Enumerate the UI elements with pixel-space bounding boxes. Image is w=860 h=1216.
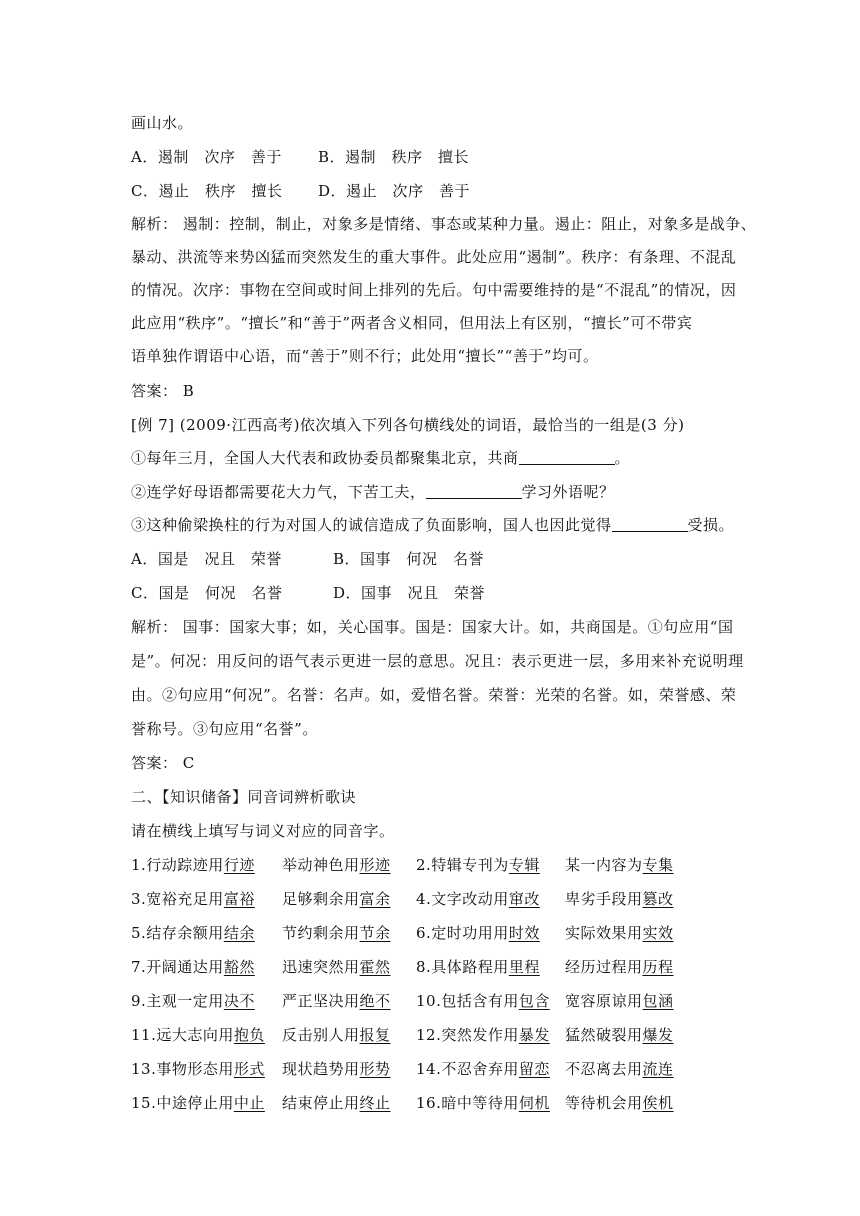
homophone-entry [565, 854, 674, 875]
analysis-line: 暴动、洪流等来势凶猛而突然发生的重大事件。此处应用“遏制”。秩序：有条理、不混乱 [131, 248, 737, 266]
homophone-entry [282, 1058, 391, 1079]
option-c: C．遏止 秩序 擅长 [131, 182, 283, 200]
analysis-line: 语单独作谓语中心语，而“善于”则不行；此处用“擅长”“善于”均可。 [131, 347, 599, 365]
homophone-answer: 霍然 [359, 958, 391, 976]
homophone-definition: 宽容原谅用 [565, 992, 643, 1010]
homophone-entry [282, 888, 391, 909]
homophone-entry [416, 990, 550, 1011]
homophone-answer: 豁然 [223, 958, 255, 976]
homophone-entry [282, 854, 391, 875]
homophone-answer: 形式 [233, 1060, 265, 1078]
homophone-definition: 11.远大志向用 [131, 1026, 234, 1044]
option-a: A．国是 况且 荣誉 [131, 550, 282, 568]
homophone-answer: 实效 [642, 924, 674, 942]
fill-blank [612, 517, 688, 532]
homophone-answer: 中止 [233, 1094, 265, 1112]
homophone-answer: 俟机 [642, 1094, 674, 1112]
homophone-definition: 4.文字改动用 [416, 890, 509, 908]
homophone-definition: 卑劣手段用 [565, 890, 643, 908]
homophone-definition: 5.结存余额用 [131, 924, 224, 942]
homophone-answer: 富余 [359, 890, 391, 908]
homophone-definition: 7.开阔通达用 [131, 958, 224, 976]
homophone-entry [416, 1058, 550, 1079]
homophone-definition: 13.事物形态用 [131, 1060, 234, 1078]
homophone-definition: 举动神色用 [282, 856, 360, 874]
analysis-line: 的情况。次序：事物在空间或时间上排列的先后。句中需要维持的是“不混乱”的情况，因 [131, 281, 737, 299]
homophone-definition: 8.具体路程用 [416, 958, 509, 976]
homophone-entry [131, 1024, 265, 1045]
homophone-answer: 报复 [359, 1026, 391, 1044]
homophone-entry [416, 922, 540, 943]
section-heading: 二、【知识储备】同音词辨析歌诀 [131, 788, 357, 806]
sentence-text: ③这种偷梁换柱的行为对国人的诚信造成了负面影响，国人也因此觉得 [131, 516, 612, 534]
sentence-text: ②连学好母语都需要花大力气，下苦工夫， [131, 483, 426, 501]
homophone-definition: 经历过程用 [565, 958, 643, 976]
homophone-entry [565, 1092, 674, 1113]
homophone-answer: 暴发 [518, 1026, 550, 1044]
homophone-definition: 实际效果用 [565, 924, 643, 942]
homophone-entry [282, 922, 391, 943]
homophone-answer: 富裕 [223, 890, 255, 908]
homophone-answer: 节余 [359, 924, 391, 942]
homophone-answer: 留恋 [518, 1060, 550, 1078]
sentence-1 [131, 447, 630, 468]
sentence-text: 受损。 [687, 516, 735, 534]
homophone-answer: 流连 [642, 1060, 674, 1078]
homophone-entry [282, 956, 391, 977]
homophone-definition: 迅速突然用 [282, 958, 360, 976]
homophone-entry [282, 1092, 391, 1113]
homophone-definition: 10.包括含有用 [416, 992, 519, 1010]
homophone-entry [131, 888, 255, 909]
sentence-text: ①每年三月，全国人大代表和政协委员都聚集北京，共商 [131, 449, 519, 467]
homophone-answer: 行迹 [223, 856, 255, 874]
homophone-entry [131, 854, 255, 875]
homophone-answer: 专集 [642, 856, 674, 874]
homophone-definition: 严正坚决用 [282, 992, 360, 1010]
analysis-line: 由。②句应用“何况”。名誉：名声。如，爱惜名誉。荣誉：光荣的名誉。如，荣誉感、荣 [131, 686, 737, 704]
homophone-definition: 反击别人用 [282, 1026, 360, 1044]
homophone-answer: 抱负 [233, 1026, 265, 1044]
homophone-entry [416, 1024, 550, 1045]
homophone-answer: 伺机 [518, 1094, 550, 1112]
homophone-entry [565, 922, 674, 943]
homophone-entry [565, 990, 674, 1011]
homophone-answer: 形迹 [359, 856, 391, 874]
homophone-answer: 时效 [508, 924, 540, 942]
homophone-definition: 不忍离去用 [565, 1060, 643, 1078]
homophone-answer: 结余 [223, 924, 255, 942]
analysis-line: 此应用“秩序”。“擅长”和“善于”两者含义相同，但用法上有区别，“擅长”可不带宾 [131, 314, 693, 332]
homophone-answer: 包涵 [642, 992, 674, 1010]
option-c: C．国是 何况 名誉 [131, 584, 283, 602]
homophone-definition: 9.主观一定用 [131, 992, 224, 1010]
homophone-definition: 某一内容为 [565, 856, 643, 874]
homophone-definition: 节约剩余用 [282, 924, 360, 942]
homophone-definition: 3.宽裕充足用 [131, 890, 224, 908]
option-d: D．国事 况且 荣誉 [333, 584, 486, 602]
homophone-entry [416, 956, 540, 977]
answer-line: 答案： B [131, 382, 195, 400]
homophone-definition: 足够剩余用 [282, 890, 360, 908]
text-line: 画山水。 [131, 114, 194, 132]
homophone-entry [565, 1024, 674, 1045]
homophone-answer: 决不 [223, 992, 255, 1010]
homophone-entry [131, 1058, 265, 1079]
homophone-answer: 包含 [518, 992, 550, 1010]
homophone-answer: 爆发 [642, 1026, 674, 1044]
fill-blank [519, 450, 615, 465]
homophone-answer: 专辑 [508, 856, 540, 874]
homophone-answer: 里程 [508, 958, 540, 976]
answer-line: 答案： C [131, 754, 195, 772]
analysis-line: 解析： 国事：国家大事；如，关心国事。国是：国家大计。如，共商国是。①句应用“国 [131, 618, 734, 636]
homophone-definition: 1.行动踪迹用 [131, 856, 224, 874]
homophone-entry [282, 990, 391, 1011]
example-title: [例 7] (2009·江西高考)依次填入下列各句横线处的词语，最恰当的一组是(3 分) [131, 416, 685, 434]
sentence-2 [131, 481, 615, 502]
homophone-definition: 15.中途停止用 [131, 1094, 234, 1112]
homophone-entry [565, 888, 674, 909]
homophone-answer: 篡改 [642, 890, 674, 908]
homophone-entry [416, 1092, 550, 1113]
homophone-definition: 6.定时功用用 [416, 924, 509, 942]
homophone-entry [282, 1024, 391, 1045]
sentence-text: 学习外语呢？ [521, 483, 615, 501]
option-a: A．遏制 次序 善于 [131, 148, 282, 166]
sentence-3 [131, 514, 734, 535]
section-intro: 请在横线上填写与词义对应的同音字。 [131, 822, 395, 840]
homophone-definition: 猛然破裂用 [565, 1026, 643, 1044]
option-b: B．国事 何况 名誉 [333, 550, 485, 568]
homophone-entry [131, 1092, 265, 1113]
homophone-entry [131, 922, 255, 943]
homophone-entry [565, 956, 674, 977]
sentence-text: 。 [614, 449, 631, 467]
homophone-answer: 形势 [359, 1060, 391, 1078]
homophone-definition: 2.特辑专刊为 [416, 856, 509, 874]
homophone-entry [131, 956, 255, 977]
analysis-line: 解析： 遏制：控制，制止，对象多是情绪、事态或某种力量。遏止：阻止，对象多是战争、 [131, 215, 757, 233]
homophone-definition: 等待机会用 [565, 1094, 643, 1112]
homophone-definition: 12.突然发作用 [416, 1026, 519, 1044]
homophone-entry [565, 1058, 674, 1079]
option-d: D．遏止 次序 善于 [318, 182, 471, 200]
homophone-entry [416, 854, 540, 875]
analysis-line: 是”。何况：用反问的语气表示更进一层的意思。况且：表示更进一层，多用来补充说明理 [131, 652, 744, 670]
homophone-answer: 终止 [359, 1094, 391, 1112]
homophone-answer: 历程 [642, 958, 674, 976]
homophone-definition: 16.暗中等待用 [416, 1094, 519, 1112]
option-b: B．遏制 秩序 擅长 [318, 148, 470, 166]
homophone-definition: 现状趋势用 [282, 1060, 360, 1078]
homophone-entry [131, 990, 255, 1011]
fill-blank [426, 484, 522, 499]
homophone-definition: 14.不忍舍弃用 [416, 1060, 519, 1078]
homophone-entry [416, 888, 540, 909]
analysis-line: 誉称号。③句应用“名誉”。 [131, 720, 318, 738]
homophone-definition: 结束停止用 [282, 1094, 360, 1112]
homophone-answer: 绝不 [359, 992, 391, 1010]
homophone-answer: 窜改 [508, 890, 540, 908]
